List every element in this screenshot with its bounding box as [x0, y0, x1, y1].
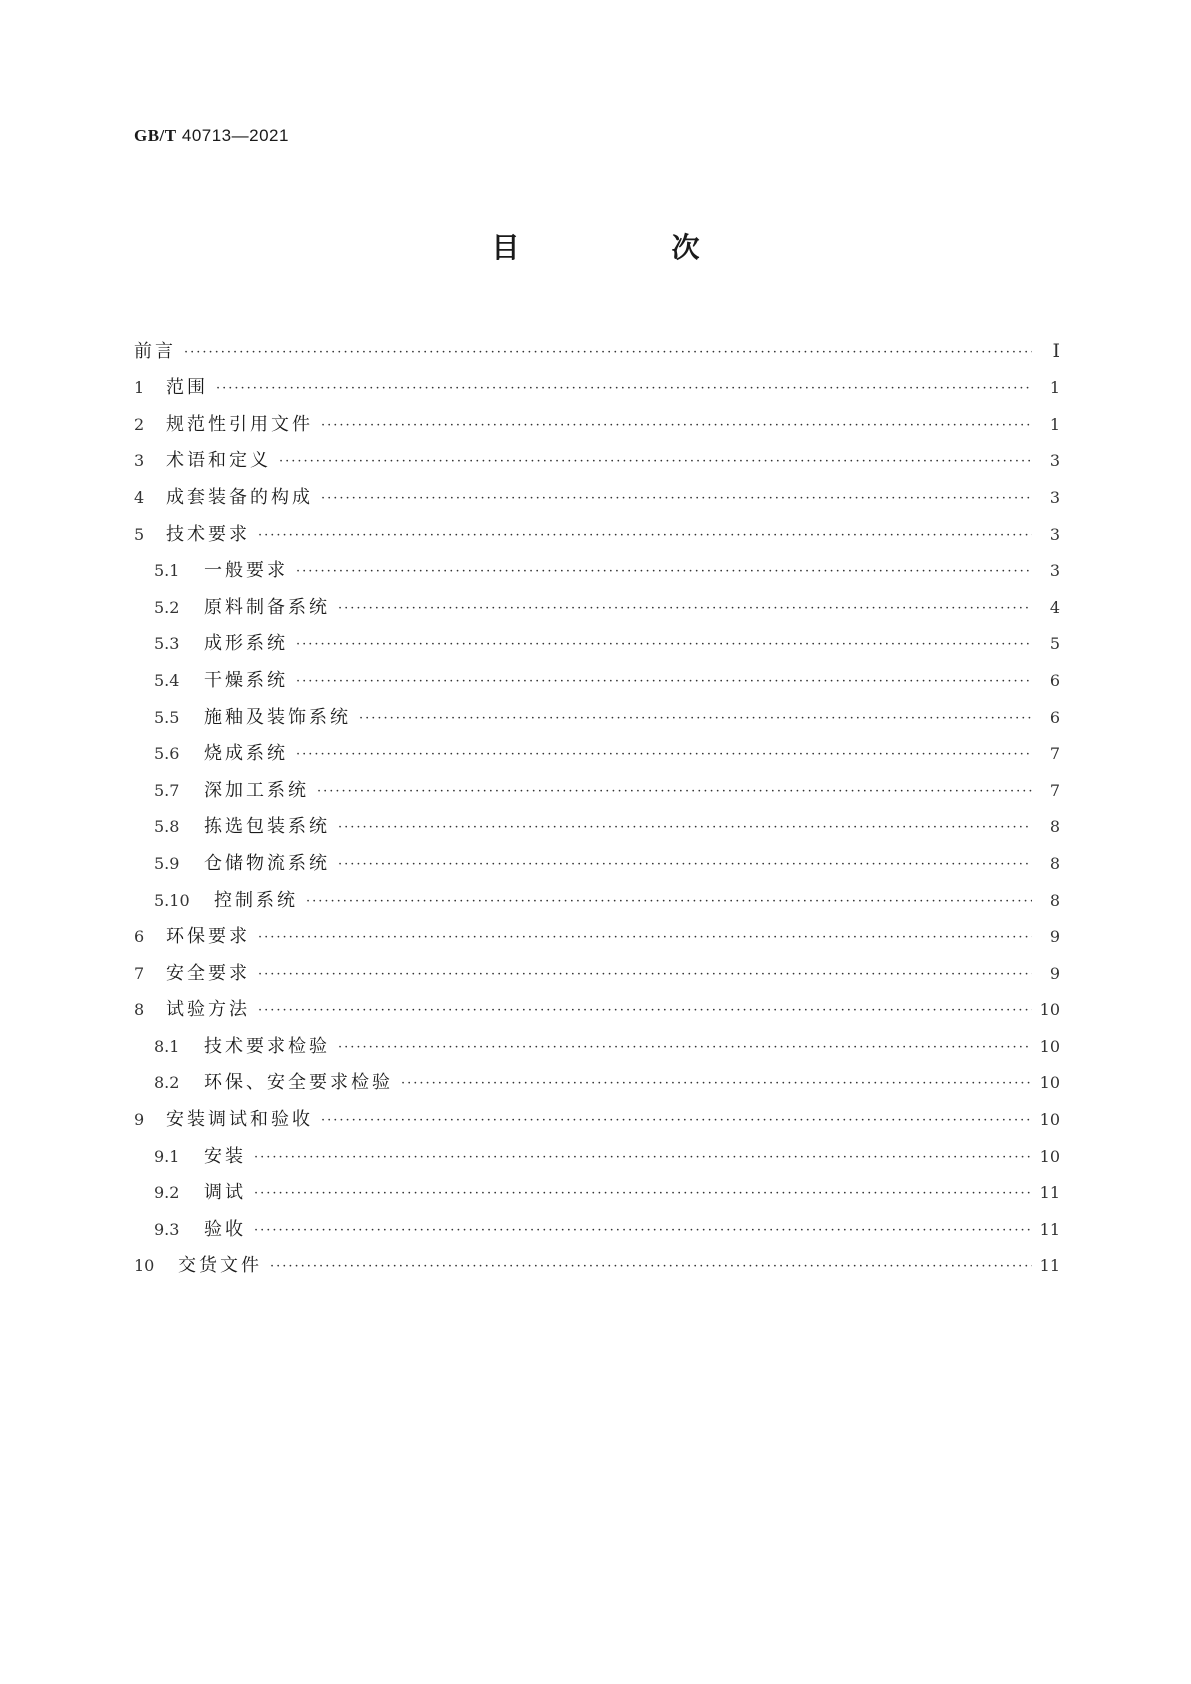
toc-entry-title: 技术要求检验	[204, 1035, 330, 1057]
toc-entry-page: 4	[1049, 597, 1060, 617]
toc-entry-title: 环保、安全要求检验	[204, 1072, 393, 1094]
toc-entry-page: 8	[1049, 853, 1060, 873]
toc-entry-page: 7	[1049, 744, 1060, 764]
toc-subentry[interactable]	[134, 765, 1060, 802]
table-of-contents	[134, 326, 1060, 1277]
toc-leader-dots	[296, 672, 1032, 692]
toc-subentry[interactable]	[134, 838, 1060, 875]
toc-entry-title: 安全要求	[166, 962, 250, 984]
toc-leader-dots	[321, 1111, 1032, 1131]
toc-leader-dots	[338, 599, 1032, 619]
toc-entry-number: 5.8	[154, 817, 180, 837]
toc-entry-number: 6	[134, 927, 145, 947]
toc-entry-title: 施釉及装饰系统	[204, 706, 351, 728]
toc-leader-dots	[254, 1221, 1032, 1241]
toc-entry-title: 仓储物流系统	[204, 852, 330, 874]
toc-leader-dots	[254, 1148, 1032, 1168]
toc-entry-page: 10	[1039, 1110, 1060, 1130]
toc-entry[interactable]	[134, 399, 1060, 436]
toc-leader-dots	[258, 1001, 1032, 1021]
toc-entry-page: 1	[1049, 414, 1060, 434]
toc-entry-page: 10	[1039, 1000, 1060, 1020]
toc-entry-title: 成套装备的构成	[166, 486, 313, 508]
toc-entry-number: 5.9	[154, 853, 180, 873]
toc-entry-number: 7	[134, 963, 145, 983]
toc-leader-dots	[296, 635, 1032, 655]
toc-entry-title: 烧成系统	[204, 743, 288, 765]
toc-leader-dots	[338, 818, 1032, 838]
toc-entry-page: Ⅰ	[1052, 340, 1060, 362]
toc-entry-number: 9	[134, 1110, 145, 1130]
toc-entry-title: 控制系统	[214, 889, 298, 911]
toc-entry-title: 调试	[204, 1182, 246, 1204]
toc-entry[interactable]	[134, 1241, 1060, 1278]
toc-leader-dots	[258, 526, 1032, 546]
toc-subentry[interactable]	[134, 1131, 1060, 1168]
toc-entry-page: 9	[1049, 963, 1060, 983]
toc-entry-page: 10	[1039, 1146, 1060, 1166]
toc-entry-page: 1	[1049, 378, 1060, 398]
toc-entry-number: 8	[134, 1000, 145, 1020]
toc-entry-page: 3	[1049, 451, 1060, 471]
toc-entry-number: 5.10	[154, 890, 190, 910]
toc-leader-dots	[317, 782, 1032, 802]
toc-leader-dots	[296, 562, 1032, 582]
toc-entry-page: 3	[1049, 561, 1060, 581]
toc-leader-dots	[359, 709, 1032, 729]
toc-entry-page: 7	[1049, 780, 1060, 800]
toc-subentry[interactable]	[134, 875, 1060, 912]
toc-subentry[interactable]	[134, 619, 1060, 656]
standard-prefix: GB/T	[134, 126, 177, 145]
toc-entry[interactable]	[134, 1094, 1060, 1131]
toc-entry[interactable]	[134, 985, 1060, 1022]
toc-entry-title: 试验方法	[166, 999, 250, 1021]
toc-entry-page: 11	[1039, 1256, 1060, 1276]
toc-entry-number: 5.4	[154, 670, 180, 690]
toc-entry-number: 5.5	[154, 707, 180, 727]
toc-subentry[interactable]	[134, 655, 1060, 692]
toc-entry-title: 成形系统	[204, 633, 288, 655]
toc-entry-number: 10	[134, 1256, 155, 1276]
toc-leader-dots	[216, 379, 1032, 399]
toc-leader-dots	[401, 1074, 1032, 1094]
toc-entry-page: 10	[1039, 1036, 1060, 1056]
toc-entry-title: 术语和定义	[166, 450, 271, 472]
toc-entry-page: 11	[1039, 1183, 1060, 1203]
toc-entry-title: 原料制备系统	[204, 596, 330, 618]
toc-leader-dots	[321, 489, 1032, 509]
toc-entry-number: 5.1	[154, 561, 180, 581]
toc-entry-title: 范围	[166, 377, 208, 399]
toc-entry[interactable]	[134, 509, 1060, 546]
toc-entry-number: 9.2	[154, 1183, 180, 1203]
toc-entry-page: 11	[1039, 1219, 1060, 1239]
toc-entry-number: 5	[134, 524, 145, 544]
toc-entry-title: 安装调试和验收	[166, 1109, 313, 1131]
toc-entry-number: 3	[134, 451, 145, 471]
toc-subentry[interactable]	[134, 582, 1060, 619]
toc-entry-title: 一般要求	[204, 560, 288, 582]
toc-entry-page: 3	[1049, 524, 1060, 544]
toc-entry-title: 前言	[134, 340, 176, 362]
toc-entry[interactable]	[134, 436, 1060, 473]
toc-entry-page: 6	[1049, 707, 1060, 727]
toc-entry-title: 安装	[204, 1145, 246, 1167]
toc-entry-number: 5.7	[154, 780, 180, 800]
toc-leader-dots	[306, 892, 1032, 912]
toc-entry-title: 深加工系统	[204, 779, 309, 801]
toc-leader-dots	[258, 928, 1032, 948]
toc-entry-title: 环保要求	[166, 926, 250, 948]
toc-entry-foreword[interactable]	[134, 326, 1060, 363]
toc-subentry[interactable]	[134, 729, 1060, 766]
toc-entry-number: 8.2	[154, 1073, 180, 1093]
toc-leader-dots	[338, 1038, 1032, 1058]
toc-entry-number: 1	[134, 378, 145, 398]
standard-code	[134, 126, 289, 146]
toc-leader-dots	[296, 745, 1032, 765]
page-title: 目 次	[491, 231, 762, 264]
toc-entry[interactable]	[134, 948, 1060, 985]
toc-entry-number: 5.2	[154, 597, 180, 617]
toc-entry-page: 9	[1049, 927, 1060, 947]
toc-entry-number: 9.3	[154, 1219, 180, 1239]
toc-subentry[interactable]	[134, 546, 1060, 583]
toc-entry-number: 4	[134, 487, 145, 507]
toc-leader-dots	[258, 965, 1032, 985]
toc-entry-page: 10	[1039, 1073, 1060, 1093]
toc-entry-page: 3	[1049, 487, 1060, 507]
toc-entry-title: 技术要求	[166, 523, 250, 545]
toc-entry-title: 拣选包装系统	[204, 816, 330, 838]
toc-leader-dots	[338, 855, 1032, 875]
toc-subentry[interactable]	[134, 1058, 1060, 1095]
toc-entry-page: 8	[1049, 890, 1060, 910]
toc-entry-number: 5.3	[154, 634, 180, 654]
toc-entry-title: 验收	[204, 1218, 246, 1240]
toc-entry[interactable]	[134, 472, 1060, 509]
toc-entry-page: 6	[1049, 670, 1060, 690]
toc-leader-dots	[321, 416, 1032, 436]
toc-entry-number: 2	[134, 414, 145, 434]
toc-subentry[interactable]	[134, 692, 1060, 729]
toc-entry-page: 5	[1049, 634, 1060, 654]
toc-entry-title: 干燥系统	[204, 669, 288, 691]
toc-entry-number: 9.1	[154, 1146, 180, 1166]
toc-entry-title: 规范性引用文件	[166, 413, 313, 435]
toc-entry-page: 8	[1049, 817, 1060, 837]
toc-leader-dots	[279, 452, 1032, 472]
toc-leader-dots	[184, 343, 1032, 363]
toc-entry-number: 5.6	[154, 744, 180, 764]
toc-entry-number: 8.1	[154, 1036, 180, 1056]
toc-leader-dots	[270, 1257, 1032, 1277]
toc-subentry[interactable]	[134, 802, 1060, 839]
toc-subentry[interactable]	[134, 1021, 1060, 1058]
toc-entry[interactable]	[134, 912, 1060, 949]
toc-subentry[interactable]	[134, 1204, 1060, 1241]
toc-leader-dots	[254, 1184, 1032, 1204]
toc-entry-title: 交货文件	[178, 1255, 262, 1277]
toc-entry[interactable]	[134, 363, 1060, 400]
standard-number: 40713—2021	[181, 126, 289, 145]
toc-subentry[interactable]	[134, 1168, 1060, 1205]
